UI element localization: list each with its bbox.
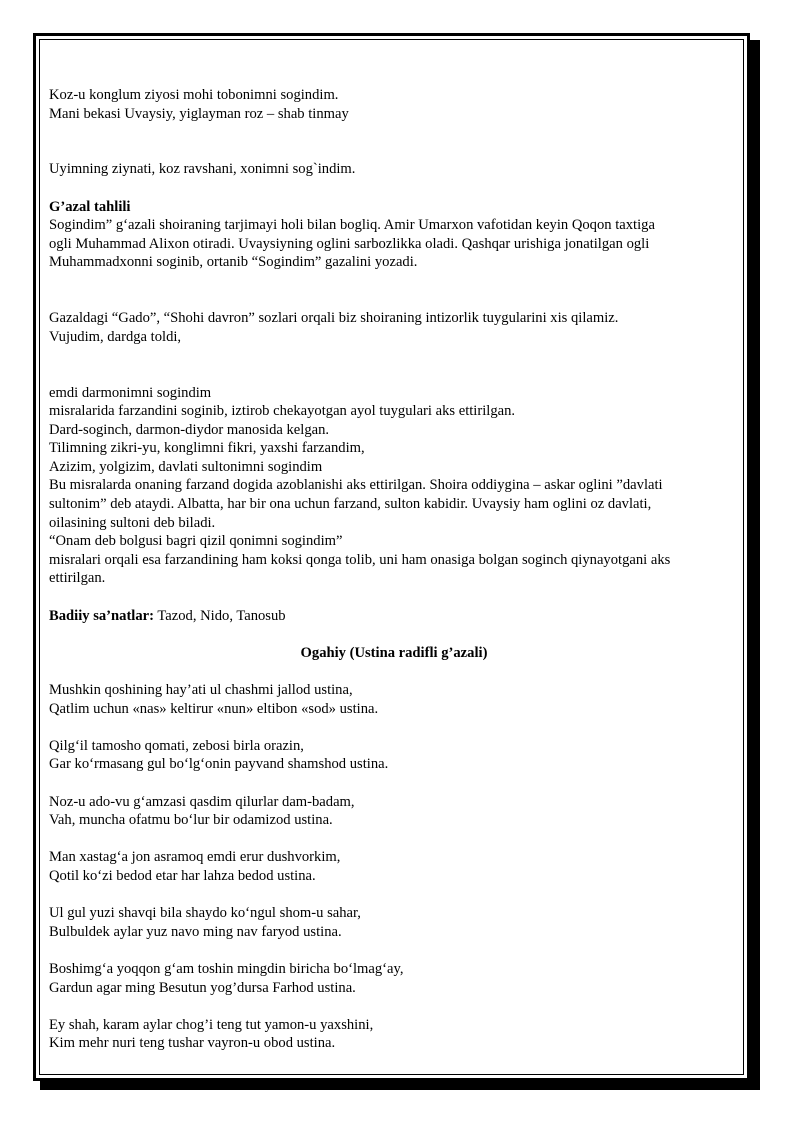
arts-value: Tazod, Nido, Tanosub: [154, 607, 286, 624]
intro-line: Mani bekasi Uvaysiy, yiglayman roz – shab tinmay: [49, 105, 349, 122]
paragraph-line: ettirilgan.: [49, 570, 106, 587]
intro-line: Uyimning ziynati, koz ravshani, xonimni sog`indim.: [49, 161, 356, 178]
poem-line: Gardun agar ming Besutun yog’dursa Farhod ustina.: [49, 979, 356, 996]
paragraph-line: Dard-soginch, darmon-diydor manosida kelgan.: [49, 421, 330, 438]
poem-line: Kim mehr nuri teng tushar vayron-u obod ustina.: [49, 1035, 336, 1052]
poem-line: Mushkin qoshining hay’ati ul chashmi jallod ustina,: [49, 682, 353, 698]
paragraph-line: misralari orqali esa farzandining ham koksi qonga tolib, uni ham onasiga bolgan soginch qiynayotgani aks: [49, 551, 671, 568]
poem-line: Qilg‘il tamosho qomati, zebosi birla orazin,: [49, 737, 304, 754]
paragraph-line: Azizim, yolgizim, davlati sultonimni sogindim: [49, 458, 323, 475]
paragraph-line: Gazaldagi “Gado”, “Shohi davron” sozlari orqali biz shoiraning intizorlik tuygularini xis qilamiz.: [49, 310, 619, 327]
poem-line: Bulbuldek aylar yuz navo ming nav faryod ustina.: [49, 923, 342, 940]
section-heading: G’azal tahlili: [49, 198, 131, 215]
poem-line: Ey shah, karam aylar chog’i teng tut yamon-u yaxshini,: [49, 1016, 374, 1033]
poem-line: Vah, muncha ofatmu bo‘lur bir odamizod ustina.: [49, 812, 333, 829]
poem-line: Qotil ko‘zi bedod etar har lahza bedod ustina.: [49, 867, 316, 884]
paragraph-line: Bu misralarda onaning farzand dogida azoblanishi aks ettirilgan. Shoira oddiygina – askar oglini ”davlati: [49, 477, 663, 494]
poem-line: Man xastag‘a jon asramoq emdi erur dushvorkim,: [49, 849, 341, 866]
analysis-line: ogli Muhammad Alixon otiradi. Uvaysiyning oglini sarbozlikka oladi. Qashqar urishiga jonatilgan ogli: [49, 235, 650, 252]
poem-line: Noz-u ado-vu g‘amzasi qasdim qilurlar dam-badam,: [49, 793, 355, 810]
paragraph-line: “Onam deb bolgusi bagri qizil qonimni sogindim”: [49, 533, 343, 550]
arts-label: Badiiy sa’natlar:: [49, 607, 154, 624]
poem-line: Gar ko‘rmasang gul bo‘lg‘onin payvand shamshod ustina.: [49, 756, 389, 773]
poem-line: Boshimg‘a yoqqon g‘am toshin mingdin biricha bo‘lmag‘ay,: [49, 960, 404, 977]
document-body: [49, 86, 739, 1053]
paragraph-line: Tilimning zikri-yu, konglimni fikri, yaxshi farzandim,: [49, 440, 365, 457]
analysis-line: Sogindim” g‘azali shoiraning tarjimayi holi bilan bogliq. Amir Umarxon vafotidan keyin Qoqon taxtiga: [49, 217, 655, 234]
paragraph-line: misralarida farzandini soginib, iztirob chekayotgan ayol tuygulari aks ettirilgan.: [49, 403, 516, 420]
analysis-line: Muhammadxonni soginib, ortanib “Sogindim” gazalini yozadi.: [49, 254, 418, 271]
intro-line: Koz-u konglum ziyosi mohi tobonimni sogindim.: [49, 87, 339, 103]
paragraph-line: sultonim” deb ataydi. Albatta, har bir ona uchun farzand, sulton kabidir. Uvaysiy ham oglini oz davlati,: [49, 496, 652, 513]
arts-line: [49, 607, 739, 626]
paragraph-line: Vujudim, dardga toldi,: [49, 328, 182, 345]
poem-line: Ul gul yuzi shavqi bila shaydo ko‘ngul shom-u sahar,: [49, 905, 361, 922]
paragraph-line: oilasining sultoni deb biladi.: [49, 514, 216, 531]
poem-title: Ogahiy (Ustina radifli g’azali): [300, 644, 488, 661]
paragraph-line: emdi darmonimni sogindim: [49, 384, 212, 401]
poem-line: Qatlim uchun «nas» keltirur «nun» eltibon «sod» ustina.: [49, 700, 379, 717]
